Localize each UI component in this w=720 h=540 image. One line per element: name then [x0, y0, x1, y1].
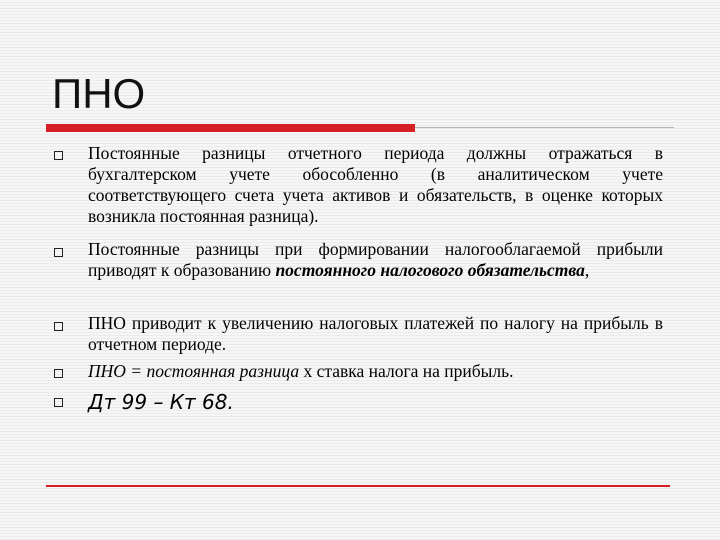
slide-title: ПНО — [52, 70, 146, 117]
bullet-square-icon — [54, 369, 63, 378]
bullet-1-text: Постоянные разницы отчетного периода должны отражаться в бухгалтерском учете обособленно (в аналитическом учете соответствующего счета учета активов и обязательств, в оценке которых возникла постоянная разница). — [88, 143, 663, 226]
bullet-square-icon — [54, 151, 63, 160]
bullet-formula: Дт 99 – Кт 68. — [88, 390, 234, 414]
bullet-2-text-after: , — [584, 260, 590, 280]
bottom-red-rule — [46, 485, 670, 487]
bullet-2-emphasis: постоянного налогового обязательства — [275, 260, 585, 280]
title-underline-red-bar — [46, 124, 415, 132]
bullet-text-1 — [88, 143, 663, 227]
bullet-text-3 — [88, 313, 663, 355]
bullet-square-icon — [54, 248, 63, 257]
bullet-square-icon — [54, 398, 63, 407]
bullet-2-text-before: Постоянные разницы при формировании налогооблагаемой прибыли приводят к образованию — [88, 239, 663, 280]
bullet-4-italic: ПНО = постоянная разница — [88, 361, 300, 381]
bullet-square-icon — [54, 322, 63, 331]
bullet-4-text-after: х ставка налога на прибыль. — [299, 361, 514, 381]
bullet-text-4 — [88, 361, 663, 382]
title-underline — [46, 124, 674, 132]
bullet-3-text: ПНО приводит к увеличению налоговых платежей по налогу на прибыль в отчетном периоде. — [88, 313, 663, 354]
bullet-text-2 — [88, 239, 663, 281]
